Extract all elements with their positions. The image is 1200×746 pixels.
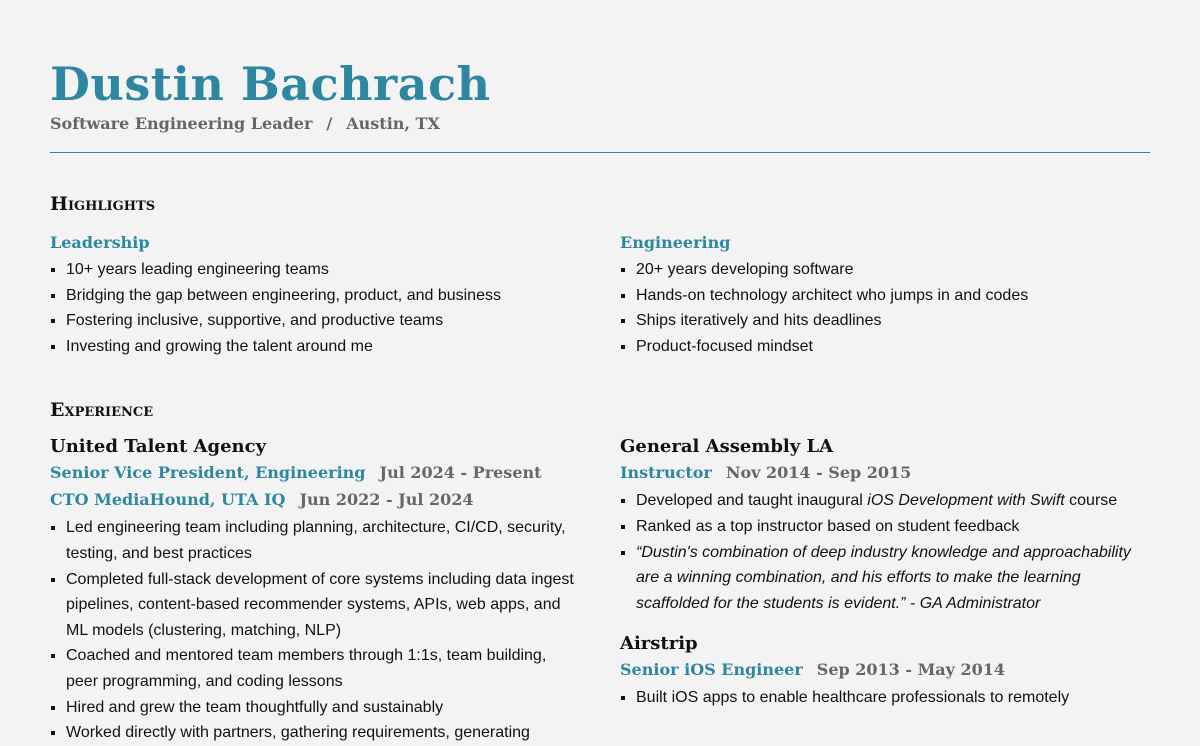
role-line xyxy=(620,459,1150,486)
quote-text: “Dustin's combination of deep industry knowledge and approachability are a winning combination, and his efforts to make the learning scaffolded for the students is evident.” - GA Administrator xyxy=(636,543,1131,612)
role-line xyxy=(50,486,580,513)
list-item: ▪ Product-focused mindset xyxy=(636,334,1150,360)
testimonial-quote xyxy=(636,540,1150,617)
course-name: iOS Development with Swift xyxy=(867,492,1065,510)
list-item: ▪ Investing and growing the talent around me xyxy=(66,334,580,360)
leadership-column xyxy=(50,231,580,359)
ga-bullets xyxy=(620,488,1150,616)
list-item: ▪ Hands-on technology architect who jumps in and codes xyxy=(636,283,1150,309)
role-dates: Jul 2024 - Present xyxy=(379,463,542,483)
role-title: Senior iOS Engineer xyxy=(620,660,803,680)
bullet-text: course xyxy=(1064,492,1118,510)
engineering-list xyxy=(620,257,1150,359)
experience-columns xyxy=(50,435,1150,745)
role-title: Senior Vice President, Engineering xyxy=(50,463,366,483)
highlights-heading: Highlights xyxy=(50,193,156,215)
highlights-columns xyxy=(50,231,1150,359)
headline xyxy=(50,114,1150,133)
company-name: Airstrip xyxy=(620,633,698,655)
leadership-list xyxy=(50,257,580,359)
role-title: Instructor xyxy=(620,463,712,483)
company-name: General Assembly LA xyxy=(620,436,834,458)
list-item: ▪ Completed full-stack development of core systems including data ingest pipelines, content-based recommender systems, APIs, web apps, and ML models (clustering, matching, NLP) xyxy=(66,567,580,644)
list-item: ▪ Led engineering team including planning, architecture, CI/CD, security, testing, and best practices xyxy=(66,515,580,566)
list-item: ▪ Bridging the gap between engineering, product, and business xyxy=(66,283,580,309)
role-dates: Nov 2014 - Sep 2015 xyxy=(725,463,912,483)
company-name: United Talent Agency xyxy=(50,436,267,458)
experience-left-column xyxy=(50,435,580,745)
engineering-column xyxy=(620,231,1150,359)
list-item: ▪ Ships iteratively and hits deadlines xyxy=(636,308,1150,334)
separator: / xyxy=(326,114,333,133)
list-item: ▪ Worked directly with partners, gathering requirements, generating xyxy=(66,720,580,746)
experience-heading: Experience xyxy=(50,399,154,422)
list-item: ▪ Hired and grew the team thoughtfully and sustainably xyxy=(66,695,580,721)
resume-page xyxy=(50,0,1150,746)
bullet-text: Developed and taught inaugural xyxy=(636,492,868,510)
list-item: ▪ 10+ years leading engineering teams xyxy=(66,257,580,283)
list-item: ▪ Built iOS apps to enable healthcare professionals to remotely xyxy=(636,685,1150,711)
airstrip-bullets xyxy=(620,685,1150,711)
uta-bullets xyxy=(50,515,580,745)
role-line xyxy=(50,459,580,486)
candidate-name: Dustin Bachrach xyxy=(50,57,491,111)
list-item: ▪ 20+ years developing software xyxy=(636,257,1150,283)
location: Austin, TX xyxy=(346,114,440,133)
job-title: Software Engineering Leader xyxy=(50,114,313,133)
role-dates: Jun 2022 - Jul 2024 xyxy=(299,490,474,510)
list-item xyxy=(636,488,1150,514)
header-divider xyxy=(50,152,1150,153)
list-item: ▪ Fostering inclusive, supportive, and productive teams xyxy=(66,308,580,334)
list-item: ▪ Coached and mentored team members through 1:1s, team building, peer programming, and coding lessons xyxy=(66,643,580,694)
role-line xyxy=(620,656,1150,683)
leadership-title: Leadership xyxy=(50,233,150,252)
engineering-title: Engineering xyxy=(620,233,731,252)
list-item: ▪ Ranked as a top instructor based on student feedback xyxy=(636,514,1150,540)
role-dates: Sep 2013 - May 2014 xyxy=(816,660,1006,680)
role-title: CTO MediaHound, UTA IQ xyxy=(50,490,286,510)
experience-right-column xyxy=(620,435,1150,745)
